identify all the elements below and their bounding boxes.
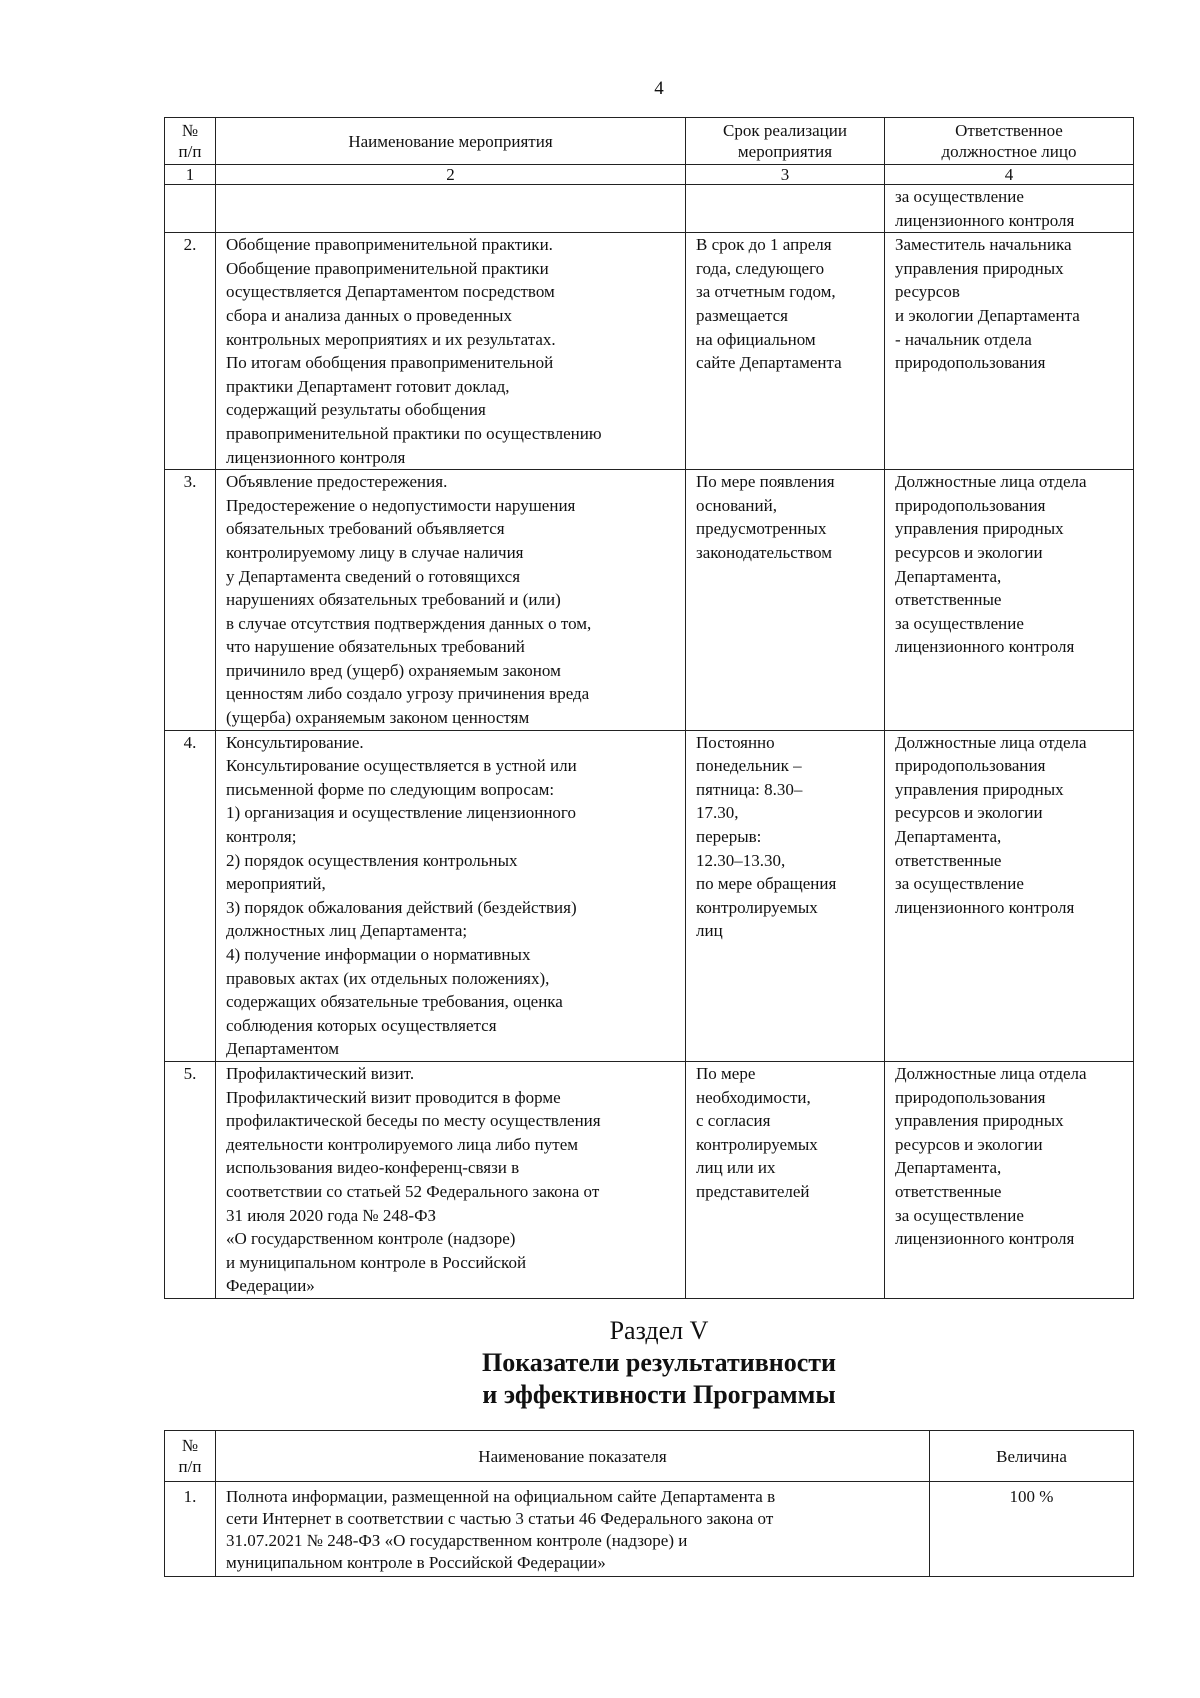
text-line: содержащий результаты обобщения — [226, 400, 486, 420]
text-line: лицензионного контроля — [895, 210, 1075, 230]
text-line: за осуществление — [895, 187, 1024, 206]
header-resp-line: Ответственное — [955, 121, 1063, 140]
text-line: контрольных мероприятиях и их результатах. — [226, 329, 556, 349]
row-resp — [885, 730, 1134, 1061]
text-line: и муниципальном контроле в Российской — [226, 1252, 527, 1272]
text-line: Департамента, — [895, 1158, 1002, 1178]
row-term — [686, 1061, 885, 1298]
text-line: и экологии Департамента — [895, 305, 1080, 325]
text-line: Заместитель начальника — [895, 235, 1072, 255]
text-line: использования видео-конференц-связи в — [226, 1158, 520, 1178]
text-line: Объявление предостережения. — [226, 472, 448, 492]
row-number: 2. — [165, 233, 216, 470]
text-line: Постоянно — [696, 732, 775, 752]
text-line: В срок до 1 апреля — [696, 235, 832, 255]
plan-row — [165, 1061, 1134, 1298]
text-line: Должностные лица отдела — [895, 732, 1087, 752]
text-line: Консультирование. — [226, 732, 364, 752]
text-line: что нарушение обязательных требований — [226, 637, 525, 657]
continuation-num — [165, 185, 216, 233]
section-title: Раздел V — [609, 1316, 709, 1345]
text-line: в случае отсутствия подтверждения данных о том, — [226, 613, 592, 633]
continuation-name — [216, 185, 686, 233]
text-line: По мере появления — [696, 472, 835, 492]
text-line: нарушениях обязательных требований и (или) — [226, 590, 561, 610]
text-line: сбора и анализа данных о проведенных — [226, 305, 512, 325]
text-line: Полнота информации, размещенной на официальном сайте Департамента в — [226, 1487, 776, 1506]
header-num-line: № — [181, 121, 199, 140]
text-line: с согласия — [696, 1111, 771, 1131]
text-line: ресурсов и экологии — [895, 1134, 1043, 1154]
text-line: 1) организация и осуществление лицензионного — [226, 803, 576, 823]
column-number: 2 — [216, 165, 686, 185]
text-line: на официальном — [696, 329, 816, 349]
header-term — [686, 118, 885, 165]
text-line: управления природных — [895, 519, 1064, 539]
text-line: деятельности контролируемого лица либо путем — [226, 1134, 578, 1154]
indicator-row — [165, 1482, 1134, 1577]
header-term-line: Срок реализации — [723, 121, 847, 140]
row-term — [686, 233, 885, 470]
text-line: ценностям либо создало угрозу причинения вреда — [226, 684, 590, 704]
text-line: представителей — [696, 1181, 810, 1201]
row-resp — [885, 233, 1134, 470]
text-line: причинило вред (ущерб) охраняемым законом — [226, 660, 561, 680]
text-line: Должностные лица отдела — [895, 1063, 1087, 1083]
text-line: ответственные — [895, 850, 1002, 870]
text-line: 12.30–13.30, — [696, 850, 786, 870]
text-line: ресурсов — [895, 282, 960, 302]
text-line: сайте Департамента — [696, 353, 842, 373]
ind-header-num-line: п/п — [178, 1457, 202, 1476]
text-line: муниципальном контроле в Российской Федерации» — [226, 1553, 606, 1572]
ind-header-num-line: № — [181, 1436, 199, 1455]
indicator-num: 1. — [165, 1482, 216, 1577]
plan-table-header — [165, 118, 1134, 165]
text-line: природопользования — [895, 495, 1046, 515]
column-number: 1 — [165, 165, 216, 185]
text-line: природопользования — [895, 353, 1046, 373]
header-num-line: п/п — [178, 142, 202, 161]
text-line: контроля; — [226, 827, 297, 847]
row-name — [216, 233, 686, 470]
text-line: Обобщение правоприменительной практики. — [226, 235, 553, 255]
row-name — [216, 470, 686, 731]
text-line: лиц или их — [696, 1158, 776, 1178]
text-line: лицензионного контроля — [895, 637, 1075, 657]
text-line: за отчетным годом, — [696, 282, 836, 302]
continuation-term — [686, 185, 885, 233]
text-line: Федерации» — [226, 1276, 315, 1296]
row-term — [686, 470, 885, 731]
text-line: года, следующего — [696, 258, 825, 278]
row-name — [216, 730, 686, 1061]
indicator-name — [216, 1482, 930, 1577]
text-line: за осуществление — [895, 613, 1024, 633]
text-line: Предостережение о недопустимости нарушения — [226, 495, 576, 515]
text-line: 4) получение информации о нормативных — [226, 945, 531, 964]
text-line: содержащих обязательные требования, оценка — [226, 992, 563, 1012]
text-line: профилактической беседы по месту осуществления — [226, 1111, 601, 1131]
row-number: 5. — [165, 1061, 216, 1298]
header-name: Наименование мероприятия — [216, 118, 686, 165]
header-resp — [885, 118, 1134, 165]
plan-rows — [165, 233, 1134, 1299]
text-line: у Департамента сведений о готовящихся — [226, 566, 521, 586]
text-line: должностных лиц Департамента; — [226, 921, 468, 941]
plan-row — [165, 730, 1134, 1061]
text-line: ресурсов и экологии — [895, 542, 1043, 562]
indicators-table — [164, 1430, 1134, 1577]
text-line: за осуществление — [895, 874, 1024, 894]
text-line: Департамента, — [895, 827, 1002, 847]
section-subtitle: Показатели результативности — [481, 1348, 837, 1377]
column-number: 3 — [686, 165, 885, 185]
column-number: 4 — [885, 165, 1134, 185]
plan-table — [164, 117, 1134, 1299]
text-line: 17.30, — [696, 803, 739, 823]
text-line: контролируемому лицу в случае наличия — [226, 542, 524, 562]
ind-header-num — [165, 1431, 216, 1482]
row-number: 3. — [165, 470, 216, 731]
text-line: правовых актах (их отдельных положениях), — [226, 968, 550, 988]
text-line: 3) порядок обжалования действий (бездействия) — [226, 897, 577, 917]
text-line: ответственные — [895, 1181, 1002, 1201]
row-resp — [885, 1061, 1134, 1298]
header-term-line: мероприятия — [737, 142, 833, 161]
text-line: лиц — [696, 921, 723, 941]
text-line: размещается — [696, 305, 789, 325]
text-line: соответствии со статьей 52 Федерального закона от — [226, 1181, 600, 1201]
text-line: необходимости, — [696, 1087, 811, 1107]
text-line: законодательством — [696, 542, 833, 562]
text-line: практики Департамент готовит доклад, — [226, 376, 510, 396]
indicator-value: 100 % — [930, 1482, 1134, 1577]
continuation-row — [165, 185, 1134, 233]
text-line: обязательных требований объявляется — [226, 519, 505, 539]
text-line: Профилактический визит проводится в форме — [226, 1087, 561, 1107]
text-line: за осуществление — [895, 1205, 1024, 1225]
plan-row — [165, 233, 1134, 470]
text-line: 31.07.2021 № 248-ФЗ «О государственном контроле (надзоре) и — [226, 1531, 688, 1550]
text-line: управления природных — [895, 1111, 1064, 1131]
text-line: ресурсов и экологии — [895, 803, 1043, 823]
text-line: контролируемых — [696, 1134, 818, 1154]
ind-header-name: Наименование показателя — [216, 1431, 930, 1482]
text-line: лицензионного контроля — [895, 897, 1075, 917]
text-line: оснований, — [696, 495, 777, 515]
text-line: Обобщение правоприменительной практики — [226, 258, 549, 278]
text-line: лицензионного контроля — [895, 1229, 1075, 1249]
text-line: ответственные — [895, 590, 1002, 610]
text-line: осуществляется Департаментом посредством — [226, 282, 555, 302]
row-resp — [885, 470, 1134, 731]
text-line: пятница: 8.30– — [696, 779, 803, 799]
text-line: (ущерба) охраняемым законом ценностям — [226, 708, 530, 728]
text-line: Должностные лица отдела — [895, 472, 1087, 492]
text-line: 2) порядок осуществления контрольных — [226, 850, 518, 870]
ind-header-value: Величина — [930, 1431, 1134, 1482]
text-line: - начальник отдела — [895, 329, 1032, 349]
indicators-header — [165, 1431, 1134, 1482]
text-line: соблюдения которых осуществляется — [226, 1015, 497, 1035]
text-line: По итогам обобщения правоприменительной — [226, 353, 554, 373]
page-number: 4 — [654, 78, 664, 99]
text-line: природопользования — [895, 1087, 1046, 1107]
text-line: Консультирование осуществляется в устной или — [226, 756, 577, 776]
text-line: управления природных — [895, 779, 1064, 799]
text-line: По мере — [696, 1063, 756, 1083]
text-line: контролируемых — [696, 897, 818, 917]
text-line: правоприменительной практики по осуществлению — [226, 423, 602, 443]
text-line: управления природных — [895, 258, 1064, 278]
section-subtitle: и эффективности Программы — [482, 1380, 836, 1409]
text-line: предусмотренных — [696, 519, 827, 539]
text-line: Профилактический визит. — [226, 1063, 415, 1083]
text-line: лицензионного контроля — [226, 447, 406, 467]
text-line: понедельник – — [696, 756, 802, 776]
header-resp-line: должностное лицо — [941, 142, 1077, 161]
text-line: природопользования — [895, 756, 1046, 776]
text-line: Департамента, — [895, 566, 1002, 586]
text-line: 31 июля 2020 года № 248-ФЗ — [226, 1205, 437, 1225]
column-number-row — [165, 165, 1134, 185]
text-line: мероприятий, — [226, 874, 326, 894]
text-line: перерыв: — [696, 827, 762, 847]
continuation-resp — [885, 185, 1134, 233]
header-num — [165, 118, 216, 165]
row-term — [686, 730, 885, 1061]
text-line: сети Интернет в соответствии с частью 3 статьи 46 Федерального закона от — [226, 1509, 774, 1528]
section-heading — [0, 1315, 1200, 1411]
text-line: письменной форме по следующим вопросам: — [226, 779, 555, 799]
text-line: «О государственном контроле (надзоре) — [226, 1229, 516, 1249]
text-line: по мере обращения — [696, 874, 837, 894]
row-name — [216, 1061, 686, 1298]
row-number: 4. — [165, 730, 216, 1061]
plan-row — [165, 470, 1134, 731]
text-line: Департаментом — [226, 1039, 339, 1059]
